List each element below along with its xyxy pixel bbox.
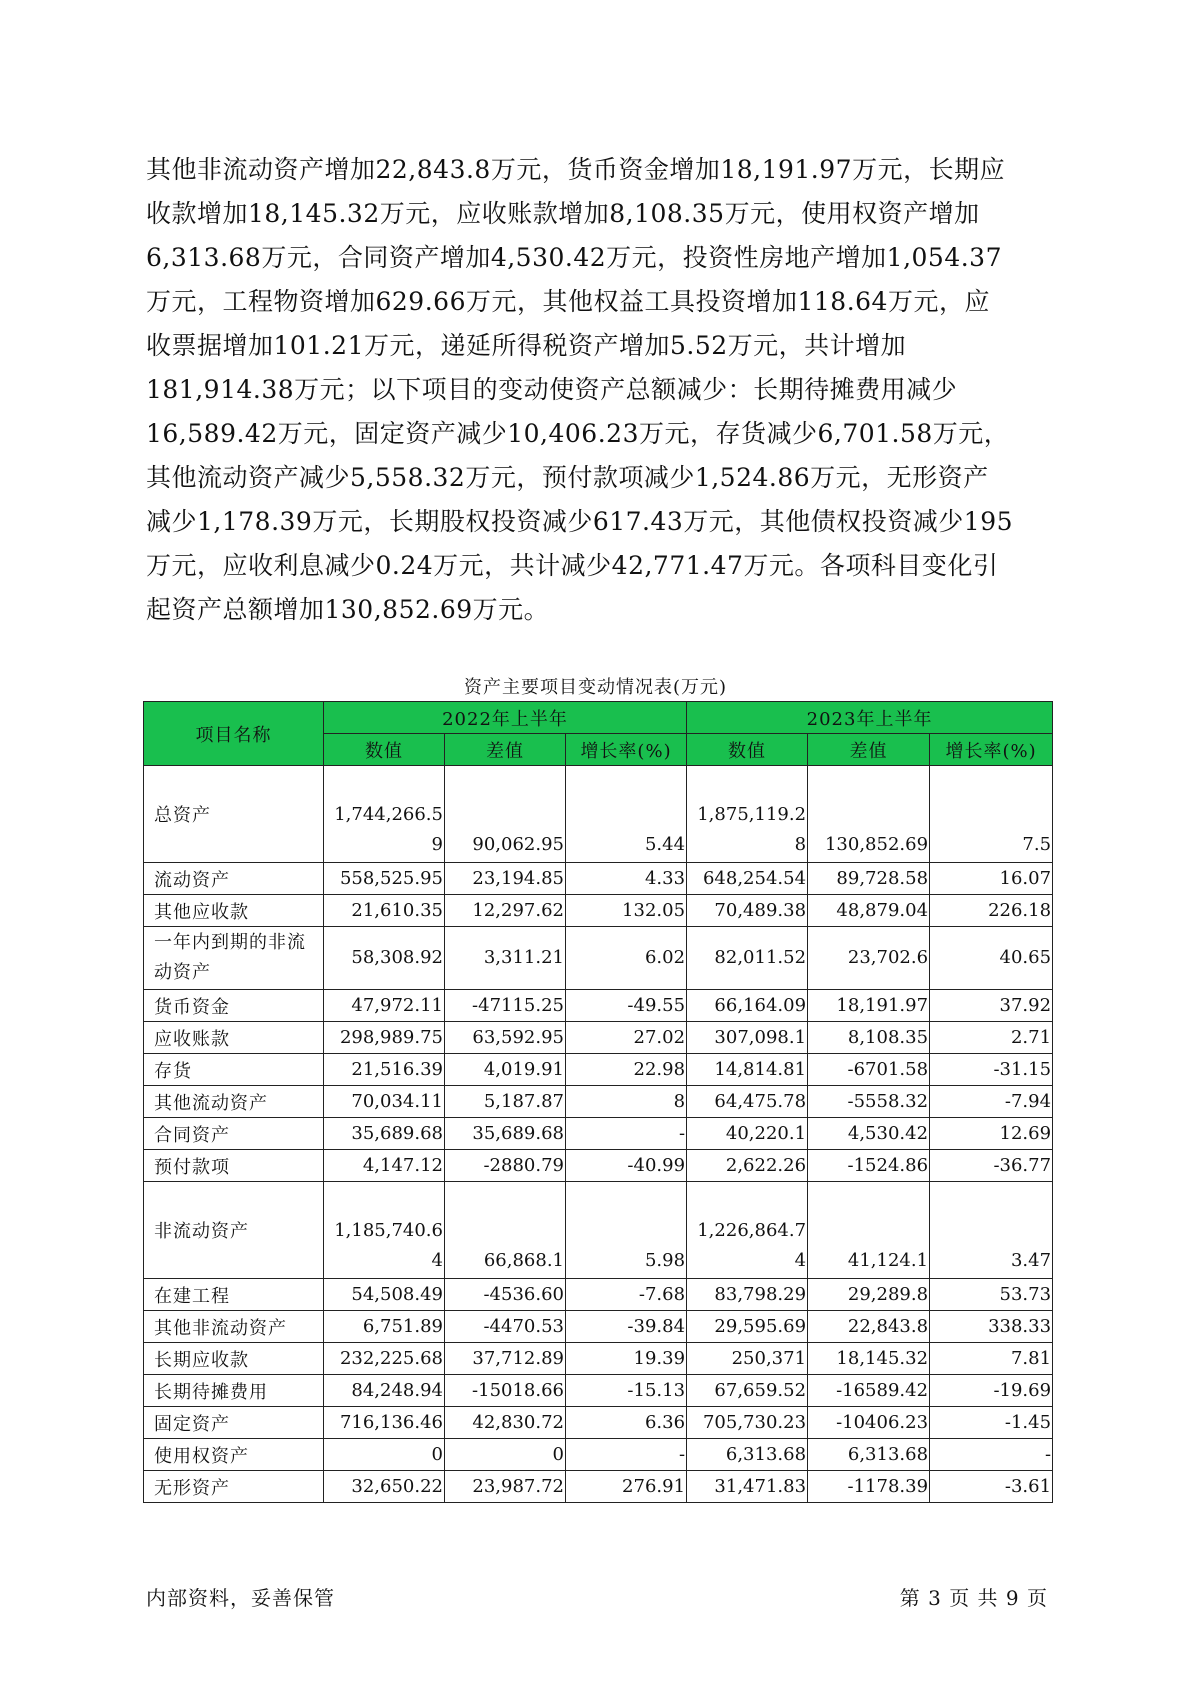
row-cell-v1: 21,610.35 <box>324 895 445 927</box>
row-cell-g1: 5.44 <box>566 766 687 863</box>
paragraph-line: 6,313.68万元，合同资产增加4,530.42万元，投资性房地产增加1,054.37 <box>146 243 1002 272</box>
table-row <box>144 1182 1053 1279</box>
row-cell-d2: -5558.32 <box>808 1086 930 1118</box>
table-row <box>144 1086 1053 1118</box>
row-item-name: 总资产 <box>144 766 324 863</box>
table-row <box>144 1279 1053 1311</box>
row-cell-g2: -1.45 <box>930 1407 1053 1439</box>
footer-page-number: 第 3 页 共 9 页 <box>899 1586 1048 1610</box>
row-item-name: 无形资产 <box>144 1471 324 1503</box>
header-period-2022: 2022年上半年 <box>324 702 687 734</box>
row-cell-v1: 232,225.68 <box>324 1343 445 1375</box>
row-cell-d1: -47115.25 <box>445 990 566 1022</box>
paragraph-line: 万元，应收利息减少0.24万元，共计减少42,771.47万元。各项科目变化引 <box>146 551 999 580</box>
row-cell-v2: 31,471.83 <box>687 1471 808 1503</box>
header-value-2022: 数值 <box>324 734 445 766</box>
row-cell-g1: 132.05 <box>566 895 687 927</box>
row-cell-g1: -7.68 <box>566 1279 687 1311</box>
table-row <box>144 1439 1053 1471</box>
row-cell-d1: -4536.60 <box>445 1279 566 1311</box>
row-cell-d1: 3,311.21 <box>445 927 566 990</box>
row-cell-g1: 276.91 <box>566 1471 687 1503</box>
row-cell-v2: 6,313.68 <box>687 1439 808 1471</box>
row-cell-d1: 37,712.89 <box>445 1343 566 1375</box>
row-item-name: 使用权资产 <box>144 1439 324 1471</box>
table-row <box>144 1054 1053 1086</box>
header-growth-2022: 增长率(%) <box>566 734 687 766</box>
row-cell-v2: 67,659.52 <box>687 1375 808 1407</box>
row-cell-v2: 1,226,864.74 <box>687 1182 808 1279</box>
row-item-name: 固定资产 <box>144 1407 324 1439</box>
row-cell-g2: 7.81 <box>930 1343 1053 1375</box>
row-cell-g2: -3.61 <box>930 1471 1053 1503</box>
row-cell-g1: 8 <box>566 1086 687 1118</box>
body-paragraph <box>146 148 1051 632</box>
paragraph-line: 16,589.42万元，固定资产减少10,406.23万元，存货减少6,701.58万元， <box>146 419 1010 448</box>
row-cell-d1: 12,297.62 <box>445 895 566 927</box>
row-cell-d2: 89,728.58 <box>808 863 930 895</box>
row-item-name: 非流动资产 <box>144 1182 324 1279</box>
row-cell-d2: 130,852.69 <box>808 766 930 863</box>
row-cell-g2: 12.69 <box>930 1118 1053 1150</box>
paragraph-line: 万元，工程物资增加629.66万元，其他权益工具投资增加118.64万元，应 <box>146 287 990 316</box>
row-item-name: 一年内到期的非流动资产 <box>144 927 324 990</box>
row-cell-v1: 21,516.39 <box>324 1054 445 1086</box>
row-cell-v1: 35,689.68 <box>324 1118 445 1150</box>
row-cell-d2: 18,191.97 <box>808 990 930 1022</box>
row-item-name: 货币资金 <box>144 990 324 1022</box>
row-cell-d2: -16589.42 <box>808 1375 930 1407</box>
row-cell-v1: 32,650.22 <box>324 1471 445 1503</box>
row-cell-d1: 4,019.91 <box>445 1054 566 1086</box>
row-item-name: 在建工程 <box>144 1279 324 1311</box>
row-cell-v2: 250,371 <box>687 1343 808 1375</box>
header-value-2023: 数值 <box>687 734 808 766</box>
table-row <box>144 1407 1053 1439</box>
row-cell-v1: 716,136.46 <box>324 1407 445 1439</box>
row-cell-g1: 6.02 <box>566 927 687 990</box>
paragraph-line: 其他非流动资产增加22,843.8万元，货币资金增加18,191.97万元，长期应 <box>146 155 1006 184</box>
table-row <box>144 1022 1053 1054</box>
asset-change-table <box>143 701 1053 1503</box>
row-cell-d1: 90,062.95 <box>445 766 566 863</box>
row-cell-g2: 37.92 <box>930 990 1053 1022</box>
row-cell-d1: 23,194.85 <box>445 863 566 895</box>
row-cell-d2: 4,530.42 <box>808 1118 930 1150</box>
row-cell-v2: 14,814.81 <box>687 1054 808 1086</box>
row-cell-v2: 66,164.09 <box>687 990 808 1022</box>
row-item-name: 合同资产 <box>144 1118 324 1150</box>
row-cell-d2: 22,843.8 <box>808 1311 930 1343</box>
row-item-name: 其他非流动资产 <box>144 1311 324 1343</box>
row-cell-v2: 705,730.23 <box>687 1407 808 1439</box>
header-item-name: 项目名称 <box>144 702 324 766</box>
row-cell-g1: -49.55 <box>566 990 687 1022</box>
row-item-name: 应收账款 <box>144 1022 324 1054</box>
row-cell-g2: -31.15 <box>930 1054 1053 1086</box>
table-row <box>144 1311 1053 1343</box>
row-cell-d1: -2880.79 <box>445 1150 566 1182</box>
row-item-name: 其他应收款 <box>144 895 324 927</box>
table-row <box>144 766 1053 863</box>
table-caption: 资产主要项目变动情况表(万元) <box>463 677 728 698</box>
row-cell-d1: 63,592.95 <box>445 1022 566 1054</box>
row-cell-v1: 1,744,266.59 <box>324 766 445 863</box>
row-item-name: 长期应收款 <box>144 1343 324 1375</box>
row-cell-v2: 648,254.54 <box>687 863 808 895</box>
row-cell-g2: - <box>930 1439 1053 1471</box>
header-diff-2022: 差值 <box>445 734 566 766</box>
row-cell-v1: 298,989.75 <box>324 1022 445 1054</box>
row-cell-g2: 226.18 <box>930 895 1053 927</box>
row-cell-v1: 1,185,740.64 <box>324 1182 445 1279</box>
paragraph-line: 起资产总额增加130,852.69万元。 <box>146 595 550 624</box>
table-row <box>144 1343 1053 1375</box>
table-row <box>144 1375 1053 1407</box>
row-cell-d1: 0 <box>445 1439 566 1471</box>
row-cell-v2: 82,011.52 <box>687 927 808 990</box>
row-cell-d2: -1178.39 <box>808 1471 930 1503</box>
row-cell-v1: 54,508.49 <box>324 1279 445 1311</box>
row-cell-v1: 58,308.92 <box>324 927 445 990</box>
row-cell-g2: 40.65 <box>930 927 1053 990</box>
row-cell-g1: - <box>566 1118 687 1150</box>
table-row <box>144 863 1053 895</box>
row-cell-g2: -7.94 <box>930 1086 1053 1118</box>
row-cell-v2: 70,489.38 <box>687 895 808 927</box>
table-row <box>144 927 1053 990</box>
row-cell-g2: 338.33 <box>930 1311 1053 1343</box>
paragraph-line: 181,914.38万元；以下项目的变动使资产总额减少：长期待摊费用减少 <box>146 375 958 404</box>
row-cell-v1: 558,525.95 <box>324 863 445 895</box>
row-item-name: 存货 <box>144 1054 324 1086</box>
row-cell-g2: 7.5 <box>930 766 1053 863</box>
row-cell-v1: 6,751.89 <box>324 1311 445 1343</box>
row-cell-g1: 19.39 <box>566 1343 687 1375</box>
row-cell-v2: 64,475.78 <box>687 1086 808 1118</box>
row-cell-v1: 0 <box>324 1439 445 1471</box>
row-cell-d1: 5,187.87 <box>445 1086 566 1118</box>
row-cell-g2: 53.73 <box>930 1279 1053 1311</box>
row-item-name: 其他流动资产 <box>144 1086 324 1118</box>
row-cell-v2: 83,798.29 <box>687 1279 808 1311</box>
row-cell-v2: 307,098.1 <box>687 1022 808 1054</box>
row-cell-g2: 16.07 <box>930 863 1053 895</box>
header-growth-2023: 增长率(%) <box>930 734 1053 766</box>
row-cell-v2: 1,875,119.28 <box>687 766 808 863</box>
row-cell-d2: 48,879.04 <box>808 895 930 927</box>
row-cell-d2: 23,702.6 <box>808 927 930 990</box>
row-cell-g1: 5.98 <box>566 1182 687 1279</box>
row-cell-g1: -40.99 <box>566 1150 687 1182</box>
row-cell-g2: -36.77 <box>930 1150 1053 1182</box>
row-cell-d1: 23,987.72 <box>445 1471 566 1503</box>
row-cell-d1: 35,689.68 <box>445 1118 566 1150</box>
paragraph-line: 收款增加18,145.32万元，应收账款增加8,108.35万元，使用权资产增加 <box>146 199 980 228</box>
table-row <box>144 1150 1053 1182</box>
table-row <box>144 990 1053 1022</box>
row-cell-g1: 6.36 <box>566 1407 687 1439</box>
row-cell-d1: 66,868.1 <box>445 1182 566 1279</box>
row-cell-d1: -15018.66 <box>445 1375 566 1407</box>
row-cell-g1: 27.02 <box>566 1022 687 1054</box>
row-item-name: 流动资产 <box>144 863 324 895</box>
row-cell-v2: 29,595.69 <box>687 1311 808 1343</box>
row-cell-g1: -39.84 <box>566 1311 687 1343</box>
paragraph-line: 其他流动资产减少5,558.32万元，预付款项减少1,524.86万元，无形资产 <box>146 463 989 492</box>
row-cell-v1: 70,034.11 <box>324 1086 445 1118</box>
row-cell-v2: 40,220.1 <box>687 1118 808 1150</box>
paragraph-line: 收票据增加101.21万元，递延所得税资产增加5.52万元，共计增加 <box>146 331 907 360</box>
table-row <box>144 1471 1053 1503</box>
row-cell-d2: -1524.86 <box>808 1150 930 1182</box>
row-item-name: 长期待摊费用 <box>144 1375 324 1407</box>
row-cell-d2: 8,108.35 <box>808 1022 930 1054</box>
row-cell-v1: 47,972.11 <box>324 990 445 1022</box>
row-cell-v1: 4,147.12 <box>324 1150 445 1182</box>
row-cell-d1: 42,830.72 <box>445 1407 566 1439</box>
row-cell-d2: 41,124.1 <box>808 1182 930 1279</box>
row-cell-d2: -6701.58 <box>808 1054 930 1086</box>
row-cell-g2: 2.71 <box>930 1022 1053 1054</box>
table-row <box>144 1118 1053 1150</box>
header-period-2023: 2023年上半年 <box>687 702 1053 734</box>
row-cell-g1: 22.98 <box>566 1054 687 1086</box>
row-cell-d2: 18,145.32 <box>808 1343 930 1375</box>
row-cell-g1: -15.13 <box>566 1375 687 1407</box>
paragraph-line: 减少1,178.39万元，长期股权投资减少617.43万元，其他债权投资减少195 <box>146 507 1014 536</box>
row-cell-g2: 3.47 <box>930 1182 1053 1279</box>
row-cell-d2: -10406.23 <box>808 1407 930 1439</box>
row-cell-d2: 29,289.8 <box>808 1279 930 1311</box>
row-cell-d2: 6,313.68 <box>808 1439 930 1471</box>
row-cell-v1: 84,248.94 <box>324 1375 445 1407</box>
row-cell-g2: -19.69 <box>930 1375 1053 1407</box>
footer-confidential-note: 内部资料，妥善保管 <box>146 1586 335 1610</box>
row-item-name: 预付款项 <box>144 1150 324 1182</box>
header-diff-2023: 差值 <box>808 734 930 766</box>
table-row <box>144 895 1053 927</box>
row-cell-g1: - <box>566 1439 687 1471</box>
row-cell-v2: 2,622.26 <box>687 1150 808 1182</box>
row-cell-g1: 4.33 <box>566 863 687 895</box>
row-cell-d1: -4470.53 <box>445 1311 566 1343</box>
